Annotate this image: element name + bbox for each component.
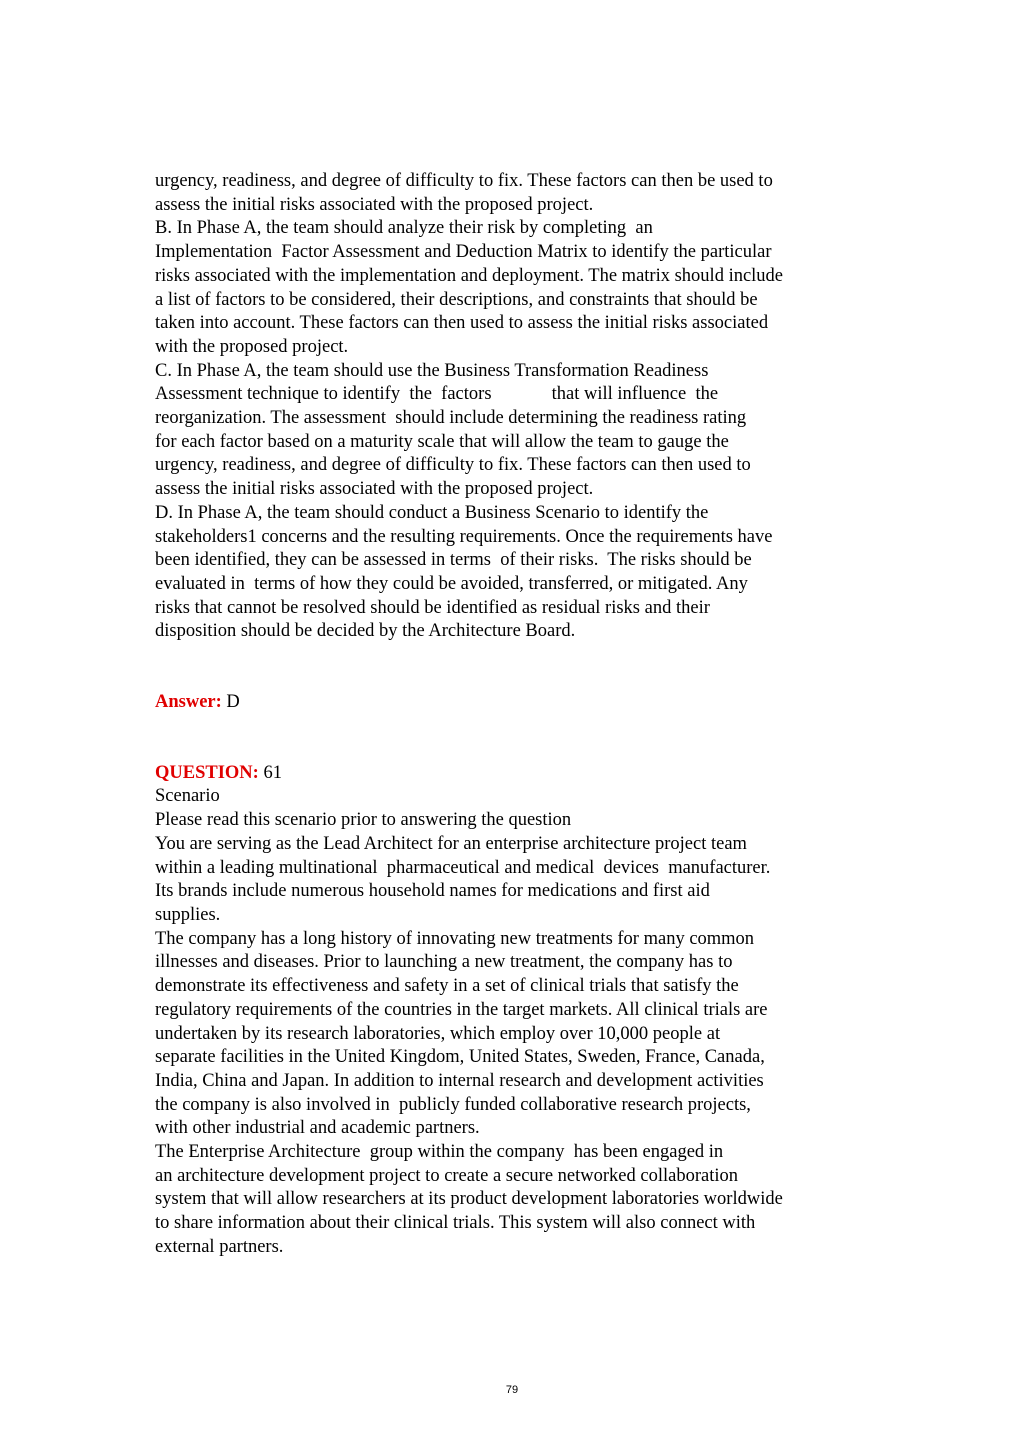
text-line: risks that cannot be resolved should be identified as residual risks and their [155,597,710,618]
page-number: 79 [505,1384,519,1396]
text-line: urgency, readiness, and degree of difficulty to fix. These factors can then be used to [155,171,773,191]
text-line: reorganization. The assessment should include determining the readiness rating [155,408,747,429]
text-line: regulatory requirements of the countries in the target markets. All clinical trials are [155,999,768,1020]
text-line: Please read this scenario prior to answering the question [155,810,572,831]
text-line: within a leading multinational pharmaceutical and medical devices manufacturer. [155,857,771,878]
answer-block [155,691,875,715]
question-label: QUESTION: [155,762,259,783]
text-line: the company is also involved in publicly funded collaborative research projects, [155,1094,751,1115]
text-line: The company has a long history of innovating new treatments for many common [155,928,755,949]
text-line: stakeholders1 concerns and the resulting requirements. Once the requirements have [155,526,773,547]
text-line: external partners. [155,1236,284,1257]
text-line: Implementation Factor Assessment and Deduction Matrix to identify the particular [155,242,772,263]
text-line: with other industrial and academic partners. [155,1118,480,1139]
text-line: for each factor based on a maturity scale that will allow the team to gauge the [155,431,729,452]
text-line: illnesses and diseases. Prior to launching a new treatment, the company has to [155,952,733,973]
text-line: You are serving as the Lead Architect for an enterprise architecture project team [155,833,747,854]
text-line: to share information about their clinical trials. This system will also connect with [155,1213,756,1234]
option-d-line: D. In Phase A, the team should conduct a Business Scenario to identify the [155,502,709,523]
text-line: taken into account. These factors can then used to assess the initial risks associated [155,313,769,334]
text-line: supplies. [155,904,221,925]
answer-options-block [155,170,875,644]
text-line: system that will allow researchers at its product development laboratories worldwide [155,1189,783,1210]
option-b-line: B. In Phase A, the team should analyze their risk by completing an [155,218,653,239]
answer-value: D [221,692,240,713]
option-c-line: C. In Phase A, the team should use the Business Transformation Readiness [155,360,709,381]
text-line: with the proposed project. [155,336,349,357]
text-line: Its brands include numerous household names for medications and first aid [155,881,710,902]
text-line: an architecture development project to create a secure networked collaboration [155,1165,738,1186]
text-line: evaluated in terms of how they could be avoided, transferred, or mitigated. Any [155,573,748,594]
scenario-heading: Scenario [155,786,220,807]
text-line: risks associated with the implementation and deployment. The matrix should include [155,265,784,286]
page-footer [0,1384,1024,1396]
text-line: assess the initial risks associated with the proposed project. [155,479,594,500]
question-number: 61 [258,762,282,783]
text-line: disposition should be decided by the Architecture Board. [155,621,576,642]
text-line: India, China and Japan. In addition to internal research and development activities [155,1070,764,1091]
text-line: Assessment technique to identify the factors that will influence the [155,384,719,405]
question-block [155,762,875,1260]
answer-line [155,691,875,715]
text-line: undertaken by its research laboratories, which employ over 10,000 people at [155,1023,721,1044]
text-line: urgency, readiness, and degree of difficulty to fix. These factors can then used to [155,455,751,476]
text-line: The Enterprise Architecture group within the company has been engaged in [155,1142,724,1163]
text-line: demonstrate its effectiveness and safety in a set of clinical trials that satisfy the [155,976,739,997]
text-line: assess the initial risks associated with the proposed project. [155,194,594,215]
text-line: been identified, they can be assessed in terms of their risks. The risks should be [155,550,752,571]
answer-label: Answer: [155,692,222,713]
text-line: separate facilities in the United Kingdom, United States, Sweden, France, Canada, [155,1047,765,1068]
document-page [155,170,875,1260]
question-heading [155,762,875,786]
text-line: a list of factors to be considered, their descriptions, and constraints that should be [155,289,758,310]
